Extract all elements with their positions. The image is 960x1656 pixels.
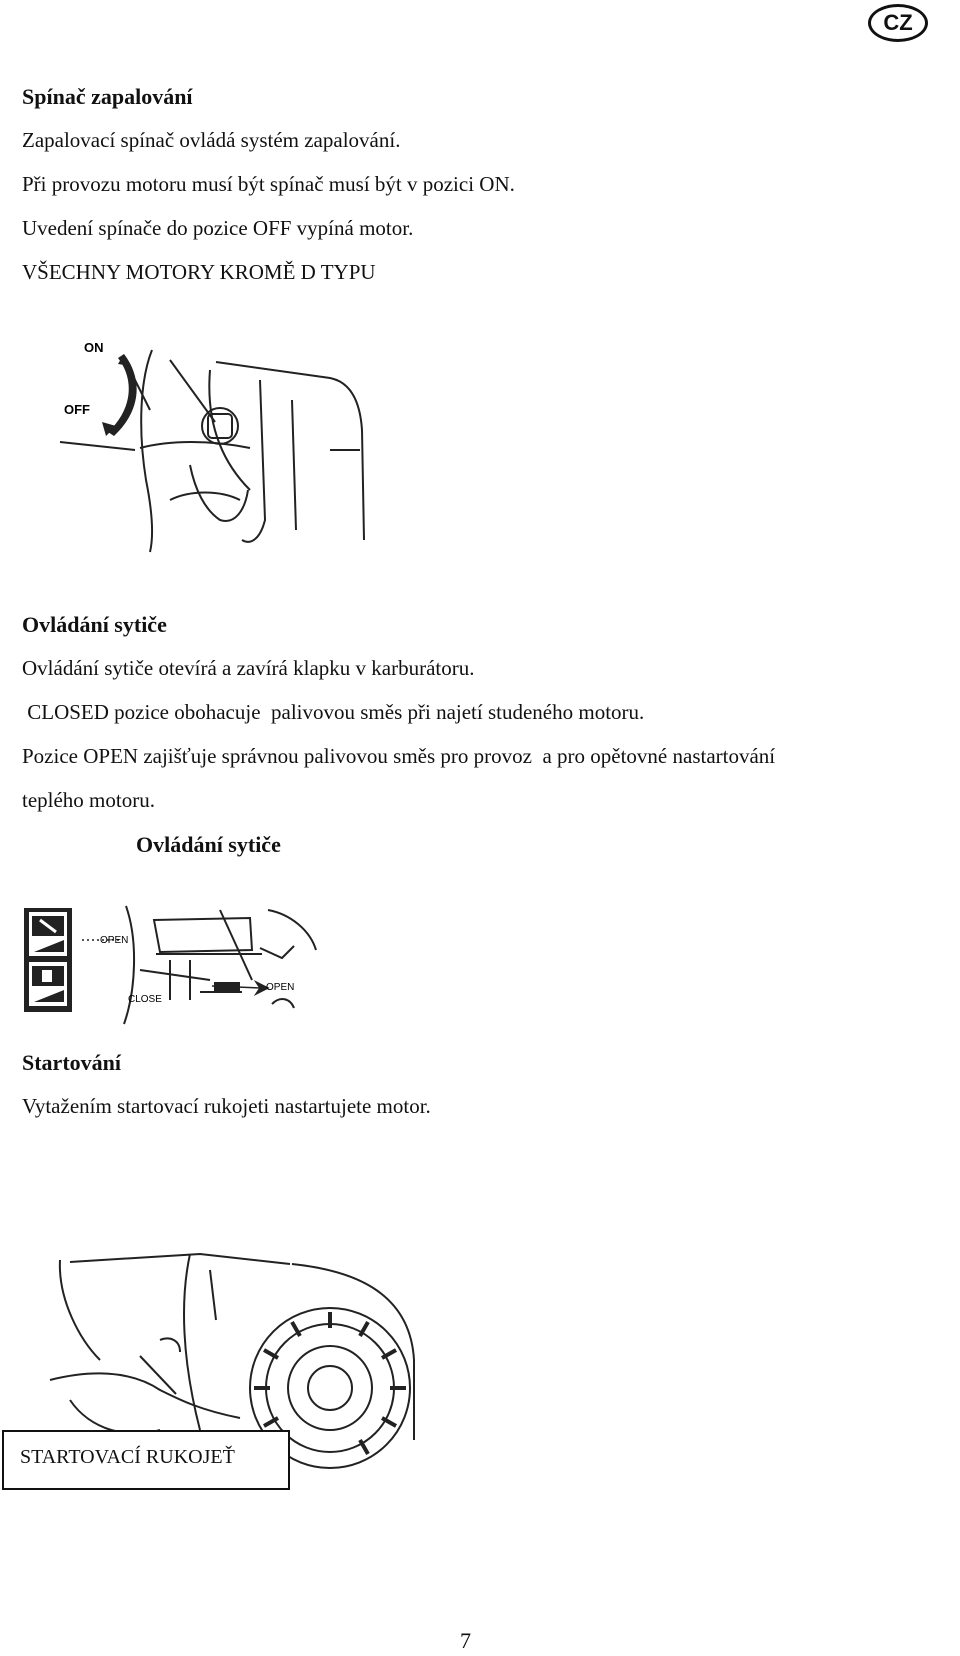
paragraph-line: CLOSED pozice obohacuje palivovou směs při najetí studeného motoru. <box>22 700 645 724</box>
paragraph-line: Uvedení spínače do pozice OFF vypíná motor. <box>22 216 414 240</box>
on-label: ON <box>84 340 104 355</box>
paragraph-line: teplého motoru. <box>22 788 155 812</box>
paragraph-line: VŠECHNY MOTORY KROMĚ D TYPU <box>22 260 376 284</box>
off-label: OFF <box>64 402 90 417</box>
close-label: CLOSE <box>128 994 162 1005</box>
section-heading-choke: Ovládání sytiče <box>22 612 167 637</box>
paragraph-line: Pozice OPEN zajišťuje správnou palivovou směs pro provoz a pro opětovné nastartování <box>22 744 776 768</box>
section-heading-start: Startování <box>22 1050 121 1075</box>
paragraph-line: Vytažením startovací rukojeti nastartujete motor. <box>22 1094 431 1118</box>
starter-handle-label: STARTOVACÍ RUKOJEŤ <box>2 1430 290 1490</box>
choke-lever-illustration <box>20 900 330 1030</box>
open-label: OPEN <box>266 982 295 993</box>
section-heading-ignition: Spínač zapalování <box>22 84 193 109</box>
paragraph-line: Zapalovací spínač ovládá systém zapalování. <box>22 128 401 152</box>
ignition-switch-illustration <box>20 340 400 555</box>
open-label-top: OPEN <box>100 935 129 946</box>
paragraph-line: Ovládání sytiče otevírá a zavírá klapku v karburátoru. <box>22 656 475 680</box>
paragraph-line: Při provozu motoru musí být spínač musí být v pozici ON. <box>22 172 515 196</box>
figure-caption-choke: Ovládání sytiče <box>136 832 281 857</box>
page-number: 7 <box>460 1628 471 1653</box>
language-badge: CZ <box>868 4 928 42</box>
